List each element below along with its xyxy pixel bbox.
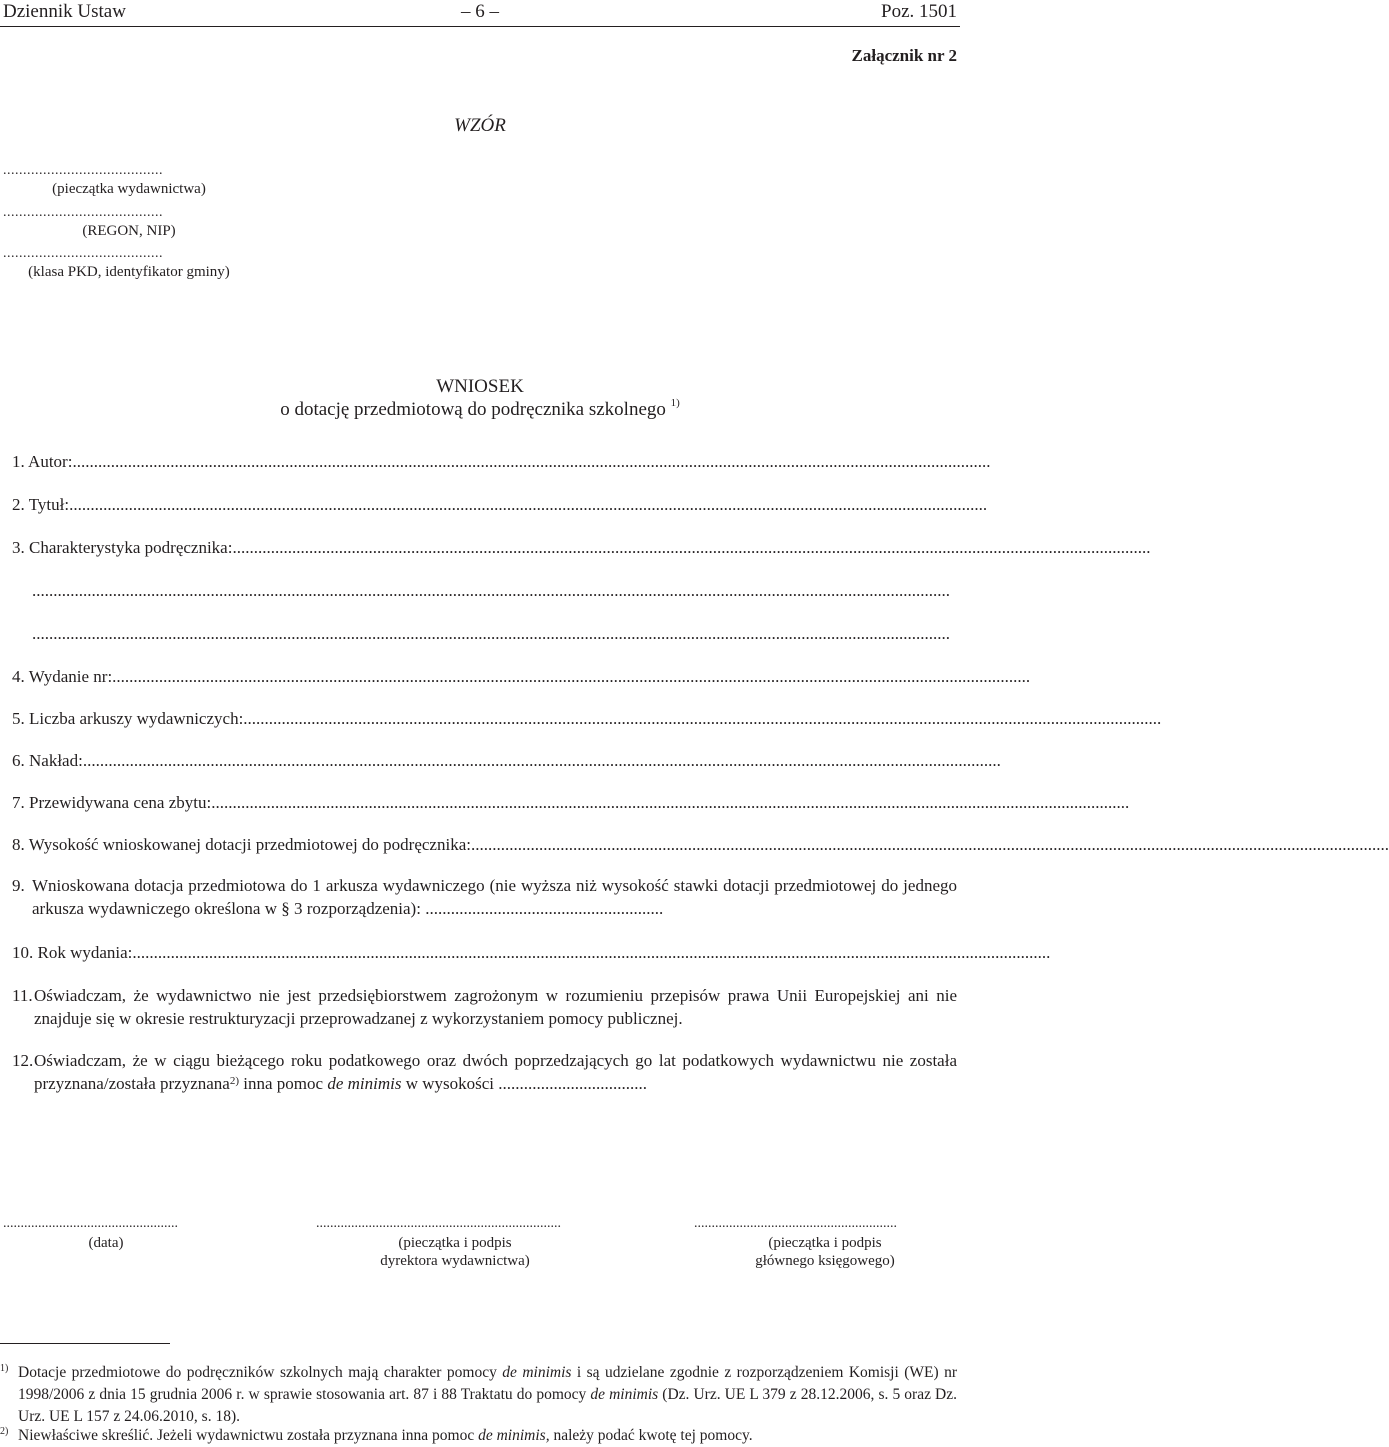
footnote-1-italic-b: de minimis <box>590 1386 659 1403</box>
item-11 <box>12 984 957 1030</box>
position-number: Poz. 1501 <box>881 1 957 22</box>
field-price-dots: ........................................................................................................................................................................................................................ <box>211 793 1130 812</box>
footnote-2 <box>0 1425 957 1447</box>
annex-label: Załącznik nr 2 <box>851 46 957 65</box>
field-price[interactable] <box>12 792 1130 814</box>
pkd-class-label: (klasa PKD, identyfikator gminy) <box>28 264 230 280</box>
field-subsidy-amount-label: 8. Wysokość wnioskowanej dotacji przedmiotowej do podręcznika: <box>12 835 471 854</box>
form-subtitle <box>0 399 960 421</box>
pattern-label: WZÓR <box>454 115 506 136</box>
publisher-stamp-dots: ........................................ <box>3 163 163 178</box>
footnote-divider <box>0 1343 170 1344</box>
field-sheets-label: 5. Liczba arkuszy wydawniczych: <box>12 709 244 728</box>
field-price-label: 7. Przewidywana cena zbytu: <box>12 793 212 812</box>
field-sheets-dots: ........................................................................................................................................................................................................................ <box>243 709 1162 728</box>
date-label: (data) <box>88 1235 124 1251</box>
field-author-label: 1. Autor: <box>12 452 73 471</box>
field-characteristics[interactable] <box>12 537 1151 559</box>
field-publication-year-dots: ........................................................................................................................................................................................................................ <box>132 943 1051 962</box>
field-title-label: 2. Tytuł: <box>12 495 70 514</box>
field-edition-label: 4. Wydanie nr: <box>12 667 113 686</box>
footnote-2-text-b: należy podać kwotę tej pomocy. <box>549 1427 753 1444</box>
field-author[interactable] <box>12 451 991 473</box>
footnote-1-text-b: i są udzielane zgodnie z rozporządzeniem Komisji (WE) nr 1998/2006 z dnia 15 grudnia 2006 r. w sprawie stosowania art. 87 i 88 Traktatu do pomocy <box>18 1364 958 1403</box>
field-circulation-dots: ........................................................................................................................................................................................................................ <box>82 751 1001 770</box>
director-label-line-2: dyrektora wydawnictwa) <box>380 1253 530 1269</box>
field-publication-year[interactable] <box>12 942 1051 964</box>
footnote-1-text <box>18 1362 957 1428</box>
field-publication-year-label: 10. Rok wydania: <box>12 943 133 962</box>
footnote-2-text <box>18 1425 957 1447</box>
item-12-text-c: w wysokości ................................... <box>401 1074 648 1093</box>
date-signature-dots[interactable]: .................................................. <box>3 1216 178 1231</box>
footnote-1 <box>0 1362 957 1428</box>
form-subtitle-text: o dotację przedmiotową do podręcznika szkolnego <box>280 399 666 420</box>
footnote-1-number: 1) <box>0 1363 9 1374</box>
pkd-class-dots: ........................................ <box>3 246 163 261</box>
item-12[interactable] <box>12 1049 957 1095</box>
item-9[interactable] <box>12 874 957 920</box>
footnote-ref-1: 1) <box>670 397 680 409</box>
header-divider <box>0 26 960 27</box>
journal-title: Dziennik Ustaw <box>3 1 126 22</box>
footnote-2-italic-a: de minimis, <box>478 1427 550 1444</box>
item-12-text-a: Oświadczam, że w ciągu bieżącego roku podatkowego oraz dwóch poprzedzających go lat podatkowych wydawnictwu nie została przyznana/została przyznana <box>34 1051 957 1093</box>
field-title[interactable] <box>12 494 988 516</box>
footnote-2-number: 2) <box>0 1426 9 1437</box>
regon-nip-label: (REGON, NIP) <box>82 223 176 239</box>
accountant-signature-dots[interactable]: .......................................................... <box>694 1216 897 1231</box>
item-9-text: Wnioskowana dotacja przedmiotowa do 1 arkusza wydawniczego (nie wyższa niż wysokość stawki dotacji przedmiotowej do jednego arkusza wydawniczego określona w § 3 rozporządzenia): ........................................................ <box>32 876 957 918</box>
footnote-ref-2: 2) <box>229 1075 240 1087</box>
field-title-dots: ........................................................................................................................................................................................................................ <box>69 495 988 514</box>
publisher-stamp-label: (pieczątka wydawnictwa) <box>52 181 206 197</box>
field-characteristics-dots: ........................................................................................................................................................................................................................ <box>232 538 1151 557</box>
item-12-number: 12. <box>12 1051 34 1070</box>
item-9-number: 9. <box>12 876 25 895</box>
footnote-1-italic-a: de minimis <box>502 1364 572 1381</box>
field-subsidy-amount-dots: ........................................................................................................................................................................................................................ <box>470 835 1389 854</box>
field-characteristics-label: 3. Charakterystyka podręcznika: <box>12 538 233 557</box>
item-12-text-b: inna pomoc <box>239 1074 328 1093</box>
footnote-1-text-c: (Dz. Urz. UE L 379 z 28.12.2006, s. 5 oraz Dz. Urz. UE L 157 z 24.06.2010, s. 18). <box>18 1386 957 1425</box>
page-number: – 6 – <box>461 1 499 22</box>
accountant-label-line-2: głównego księgowego) <box>755 1253 895 1269</box>
field-edition-dots: ........................................................................................................................................................................................................................ <box>112 667 1031 686</box>
field-circulation[interactable] <box>12 750 1001 772</box>
footnote-2-text-a: Niewłaściwe skreślić. Jeżeli wydawnictwu została przyznana inna pomoc <box>18 1427 479 1444</box>
field-characteristics-line-3[interactable]: ........................................................................................................................................................................................................................ <box>32 624 950 643</box>
item-12-text <box>34 1049 957 1095</box>
form-title: WNIOSEK <box>436 376 524 397</box>
director-label-line-1: (pieczątka i podpis <box>398 1235 512 1251</box>
field-characteristics-line-2[interactable]: ........................................................................................................................................................................................................................ <box>32 581 950 600</box>
item-11-number: 11. <box>12 986 33 1005</box>
item-11-text: Oświadczam, że wydawnictwo nie jest przedsiębiorstwem zagrożonym w rozumieniu przepisów prawa Unii Europejskiej ani nie znajduje się w okresie restrukturyzacji przeprowadzanej z wykorzystaniem pomocy publicznej. <box>34 986 957 1028</box>
field-author-dots: ........................................................................................................................................................................................................................ <box>72 452 991 471</box>
item-12-de-minimis: de minimis <box>327 1074 402 1093</box>
footnote-1-text-a: Dotacje przedmiotowe do podręczników szkolnych mają charakter pomocy <box>18 1364 503 1381</box>
accountant-label-line-1: (pieczątka i podpis <box>768 1235 882 1251</box>
director-signature-dots[interactable]: ...................................................................... <box>316 1216 561 1231</box>
field-sheets[interactable] <box>12 708 1162 730</box>
regon-nip-dots: ........................................ <box>3 205 163 220</box>
field-subsidy-amount[interactable] <box>12 834 1389 856</box>
field-edition[interactable] <box>12 666 1031 688</box>
field-circulation-label: 6. Nakład: <box>12 751 83 770</box>
